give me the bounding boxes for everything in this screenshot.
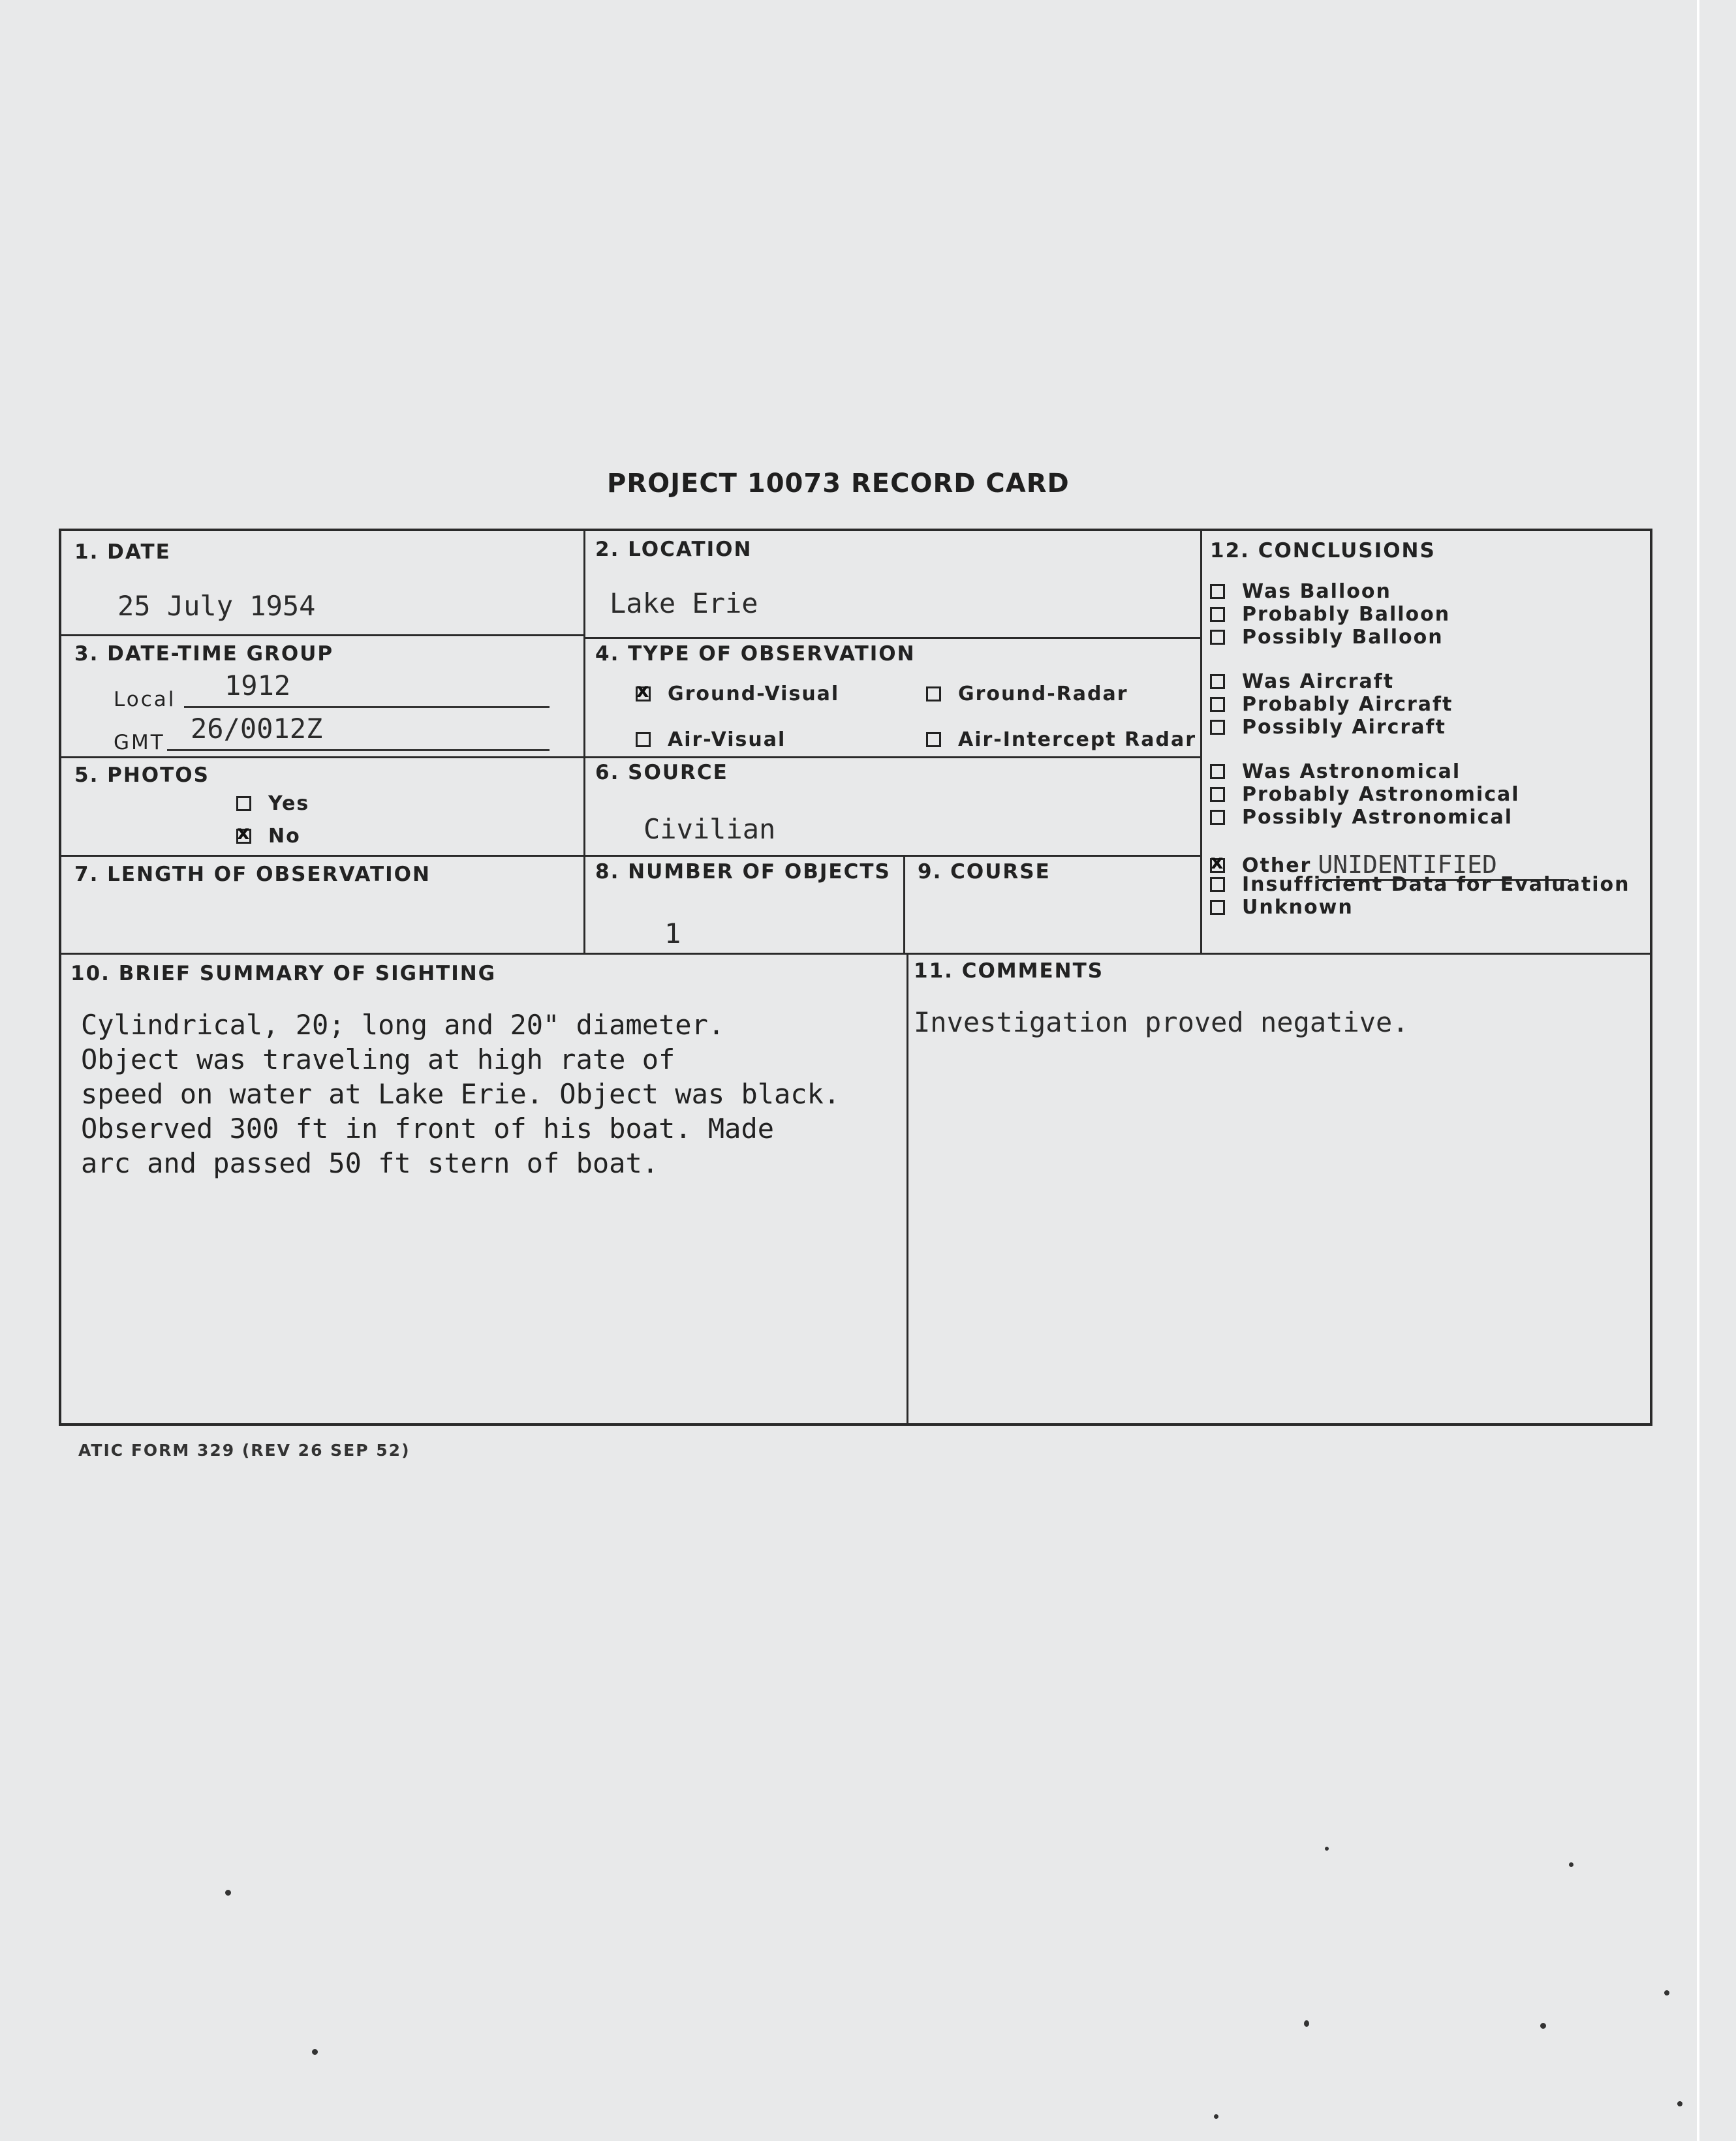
divider [583,637,1200,639]
num-objects-value: 1 [664,917,681,949]
summary-line: Object was traveling at high rate of [81,1043,675,1075]
checkbox-icon [636,686,651,701]
scan-speck [1540,2023,1546,2029]
scan-speck [312,2049,318,2055]
conclusion-item: Was Astronomical [1210,760,1461,783]
conclusion-other: x Other UNIDENTIFIED [1210,850,1569,881]
option-photos-no: x No [236,825,301,848]
checkbox-icon [1210,764,1225,779]
divider [1200,531,1202,953]
divider [61,953,1651,955]
conclusion-item: Was Aircraft [1210,670,1394,693]
record-card-form [59,529,1652,1426]
checkbox-icon [1210,810,1225,825]
scan-speck [1214,2114,1218,2119]
checkbox-icon [1210,787,1225,802]
divider [61,634,583,636]
conclusion-item: Probably Balloon [1210,603,1450,626]
conclusion-item: Possibly Astronomical [1210,806,1513,829]
card-title: PROJECT 10073 RECORD CARD [607,469,1070,499]
divider [61,855,1200,857]
option-ground-visual: x Ground-Visual [636,683,839,705]
gmt-label: GMT [114,731,165,754]
gmt-value: 26/0012Z [191,713,323,745]
divider [907,953,908,1426]
checkbox-icon [1210,630,1225,645]
option-photos-yes: Yes [236,792,309,815]
location-label: 2. LOCATION [595,538,752,561]
local-underline [184,706,550,708]
conclusion-item: Possibly Aircraft [1210,716,1446,739]
summary-label: 10. BRIEF SUMMARY OF SIGHTING [70,962,497,985]
source-value: Civilian [643,813,776,845]
divider [61,756,1200,758]
checkbox-icon [636,732,651,747]
option-ground-radar: Ground-Radar [926,683,1128,705]
comments-label: 11. COMMENTS [914,959,1104,983]
course-label: 9. COURSE [918,860,1051,884]
scan-speck [1325,1847,1329,1851]
conclusion-item: Was Balloon [1210,580,1391,603]
checkbox-icon [1210,697,1225,712]
scan-speck [1304,2020,1309,2027]
local-label: Local [114,688,176,711]
form-number-footer: ATIC FORM 329 (REV 26 SEP 52) [78,1441,411,1460]
checkbox-icon [1210,900,1225,915]
photos-label: 5. PHOTOS [74,763,209,787]
scan-speck [225,1890,231,1896]
conclusion-item: Unknown [1210,896,1354,919]
conclusion-item: Insufficient Data for Evaluation [1210,873,1630,896]
summary-line: speed on water at Lake Erie. Object was black. [81,1078,841,1110]
scan-speck [1677,2101,1682,2106]
num-objects-label: 8. NUMBER OF OBJECTS [595,860,891,884]
comments-value: Investigation proved negative. [914,1006,1409,1038]
divider [903,855,905,953]
dtg-label: 3. DATE-TIME GROUP [74,642,334,666]
checkbox-icon [1210,674,1225,689]
conclusion-item: Possibly Balloon [1210,626,1444,649]
other-filled-value: UNIDENTIFIED [1318,850,1569,881]
checkbox-icon [1210,720,1225,735]
length-label: 7. LENGTH OF OBSERVATION [74,863,431,886]
option-air-visual: Air-Visual [636,728,786,751]
checkbox-icon [1210,877,1225,892]
date-label: 1. DATE [74,540,171,564]
checkbox-icon [1210,607,1225,622]
checkbox-icon [926,686,941,701]
checkbox-icon [926,732,941,747]
observation-type-label: 4. TYPE OF OBSERVATION [595,642,916,666]
option-air-intercept-radar: Air-Intercept Radar [926,728,1196,751]
source-label: 6. SOURCE [595,761,728,784]
date-value: 25 July 1954 [117,590,316,622]
bleed-through-text [535,183,547,206]
location-value: Lake Erie [610,587,758,619]
summary-line: Observed 300 ft in front of his boat. Made [81,1113,775,1145]
scan-speck [1664,1990,1669,1995]
checkbox-icon [1210,584,1225,599]
divider [583,531,585,953]
checkbox-icon [236,829,251,844]
scan-speck [1569,1862,1573,1867]
summary-text [81,1008,840,1180]
gmt-underline [167,749,550,751]
checkbox-icon [236,796,251,811]
checkbox-icon [1210,858,1225,873]
local-value: 1912 [225,670,291,701]
conclusion-item: Probably Astronomical [1210,783,1520,806]
summary-line: Cylindrical, 20; long and 20" diameter. [81,1009,725,1041]
conclusion-item: Probably Aircraft [1210,693,1453,716]
conclusions-label: 12. CONCLUSIONS [1210,539,1436,562]
summary-line: arc and passed 50 ft stern of boat. [81,1147,659,1179]
